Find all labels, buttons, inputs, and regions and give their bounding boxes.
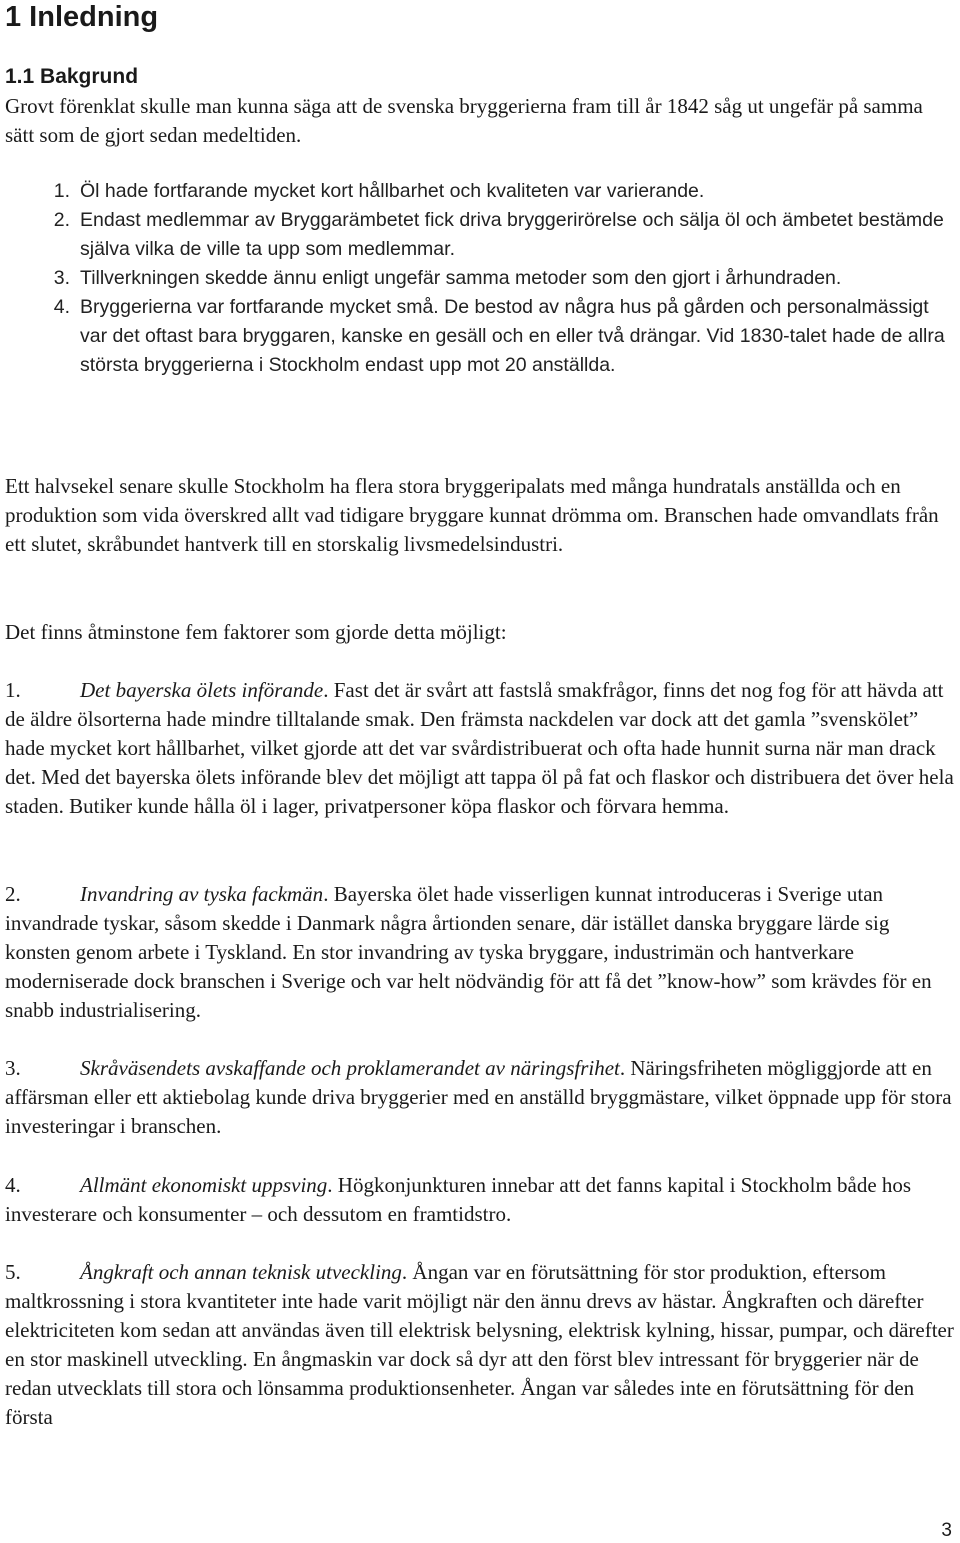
list-item-text: Endast medlemmar av Bryggarämbetet fick driva bryggerirörelse och sälja öl och ämbetet bestämde själva vilka de ville ta upp som medlemmar.: [80, 209, 944, 260]
factor-text: . Fast det är svårt att fastslå smakfrågor, finns det nog fog för att hävda att de äldre ölsorterna hade mindre tilltalande smak. Den främsta nackdelen var dock att det gamla ”svenskölet” hade mycket kort hållbarhet, vilket gjorde att det var svårdistribuerat och ofta hade hunnit surna när man drack det. Med det bayerska ölets införande blev det möjligt att tappa öl på fat och flaskor och distribuera det över hela staden. Butiker kunde hålla öl i lager, privatpersoner köpa flaskor och förvara hemma.: [5, 678, 954, 818]
factor-text: . Bayerska ölet hade visserligen kunnat introduceras i Sverige utan invandrade tyskar, såsom skedde i Danmark några årtionden senare, där istället danska bryggare lärde sig konsten genom arbete i Tyskland. En stor invandring av tyska bryggare, industrimän och hantverkare moderniserade dock branschen i Sverige och var helt nödvändig för att få det ”know-how” som krävdes för en snabb industrialisering.: [5, 882, 932, 1022]
factor-title: Ångkraft och annan teknisk utveckling: [80, 1260, 402, 1284]
list-item-text: Bryggerierna var fortfarande mycket små. De bestod av några hus på gården och personalmässigt var det oftast bara bryggaren, kanske en gesäll och en eller två drängar. Vid 1830-talet hade de allra största bryggerierna i Stockholm endast upp mot 20 anställda.: [80, 296, 945, 376]
factor-title: Invandring av tyska fackmän: [80, 882, 324, 906]
factor-item: [5, 880, 957, 1025]
factor-text: . Högkonjunkturen innebar att det fanns kapital i Stockholm både hos investerare och konsumenter – och dessutom en framtidstro.: [5, 1173, 912, 1226]
paragraph-faktorer: Det finns åtminstone fem faktorer som gjorde detta möjligt:: [5, 620, 507, 644]
list-item-number: 2.: [53, 209, 70, 231]
list-item: [5, 206, 950, 264]
paragraph-halvsekel: Ett halvsekel senare skulle Stockholm ha flera stora bryggeripalats med många hundratals anställda och en produktion som vida överskred allt vad tidigare bryggare kunnat drömma om. Branschen hade omvandlats från ett slutet, skråbundet hantverk till en storskalig livsmedelsindustri.: [5, 474, 939, 556]
section-title: 1.1 Bakgrund: [5, 65, 139, 88]
factor-title: Det bayerska ölets införande: [80, 678, 324, 702]
factor-number: 1.: [5, 678, 21, 702]
factor-item: [5, 1054, 957, 1141]
list-item: [5, 293, 950, 380]
intro-paragraph: Grovt förenklat skulle man kunna säga att de svenska bryggerierna fram till år 1842 såg ut ungefär på samma sätt som de gjort sedan medeltiden.: [5, 94, 923, 147]
factor-text: . Ångan var en förutsättning för stor produktion, eftersom maltkrossning i stora kvantiteter inte hade varit möjligt när den ännu drevs av hästar. Ångkraften och därefter elektriciteten kom sedan att användas även till elektrisk belysning, elektrisk kylning, hissar, pumpar, och därefter en stor maskinell utveckling. En ångmaskin var dock så dyr att den först blev intressant för bryggerier när de redan utvecklats till stora och lönsamma produktionsenheter. Ångan var således inte en förutsättning för den första: [5, 1260, 954, 1429]
chapter-title: 1 Inledning: [5, 1, 159, 33]
list-item: [5, 264, 950, 293]
factor-number: 4.: [5, 1173, 21, 1197]
factor-number: 5.: [5, 1260, 21, 1284]
factor-number: 2.: [5, 882, 21, 906]
list-item-number: 3.: [53, 267, 70, 289]
factor-title: Allmänt ekonomiskt uppsving: [80, 1173, 328, 1197]
factor-number: 3.: [5, 1056, 21, 1080]
factor-item: [5, 1258, 957, 1432]
list-item-number: 1.: [53, 180, 70, 202]
page-number: 3: [941, 1520, 952, 1541]
list-item-text: Tillverkningen skedde ännu enligt ungefär samma metoder som den gjort i århundraden.: [80, 267, 842, 289]
factor-item: [5, 1171, 957, 1229]
list-item-number: 4.: [53, 296, 70, 318]
list-item-text: Öl hade fortfarande mycket kort hållbarhet och kvaliteten var varierande.: [80, 180, 705, 202]
factor-title: Skråväsendets avskaffande och proklamerandet av näringsfrihet: [80, 1056, 620, 1080]
factor-item: [5, 676, 957, 821]
factor-text: . Näringsfriheten mögliggjorde att en affärsman eller ett aktiebolag kunde driva bryggerier med en anställd bryggmästare, vilket öppnade upp för stora investeringar i branschen.: [5, 1056, 952, 1138]
list-item: [5, 177, 950, 206]
numbered-list: [5, 177, 950, 380]
